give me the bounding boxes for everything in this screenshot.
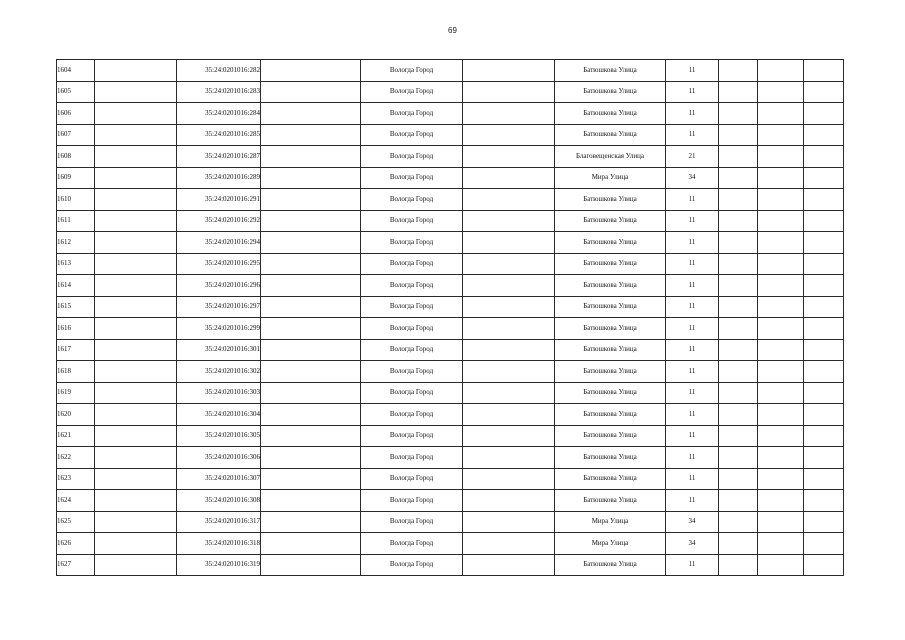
empty-cell (719, 318, 758, 340)
empty-cell (95, 318, 177, 340)
empty-cell (463, 232, 555, 254)
cadastral-number-cell: 35:24:0201016:297 (177, 296, 261, 318)
street-cell: Батюшкова Улица (555, 60, 666, 82)
empty-cell (95, 511, 177, 533)
empty-cell (261, 103, 361, 125)
empty-cell (95, 81, 177, 103)
house-number-cell: 11 (666, 189, 719, 211)
empty-cell (804, 275, 844, 297)
cadastral-number-cell: 35:24:0201016:283 (177, 81, 261, 103)
city-cell: Вологда Город (361, 81, 463, 103)
empty-cell (261, 490, 361, 512)
empty-cell (463, 189, 555, 211)
street-cell: Батюшкова Улица (555, 275, 666, 297)
house-number-cell: 11 (666, 361, 719, 383)
empty-cell (95, 210, 177, 232)
empty-cell (719, 253, 758, 275)
empty-cell (95, 447, 177, 469)
street-cell: Батюшкова Улица (555, 468, 666, 490)
city-cell: Вологда Город (361, 533, 463, 555)
empty-cell (758, 210, 804, 232)
table-row (57, 167, 844, 189)
empty-cell (95, 167, 177, 189)
empty-cell (804, 511, 844, 533)
row-number-cell: 1612 (57, 232, 95, 254)
empty-cell (95, 425, 177, 447)
empty-cell (804, 404, 844, 426)
empty-cell (95, 339, 177, 361)
city-cell: Вологда Город (361, 554, 463, 576)
empty-cell (719, 339, 758, 361)
cadastral-number-cell: 35:24:0201016:301 (177, 339, 261, 361)
empty-cell (719, 124, 758, 146)
table-row (57, 468, 844, 490)
empty-cell (95, 189, 177, 211)
empty-cell (463, 124, 555, 146)
property-registry-table (56, 59, 844, 576)
empty-cell (95, 253, 177, 275)
empty-cell (261, 318, 361, 340)
empty-cell (463, 318, 555, 340)
cadastral-number-cell: 35:24:0201016:318 (177, 533, 261, 555)
empty-cell (463, 447, 555, 469)
empty-cell (95, 146, 177, 168)
empty-cell (261, 554, 361, 576)
empty-cell (95, 382, 177, 404)
page-number: 69 (448, 26, 457, 35)
empty-cell (758, 490, 804, 512)
empty-cell (95, 554, 177, 576)
empty-cell (758, 533, 804, 555)
cadastral-number-cell: 35:24:0201016:296 (177, 275, 261, 297)
empty-cell (804, 189, 844, 211)
empty-cell (261, 60, 361, 82)
street-cell: Батюшкова Улица (555, 339, 666, 361)
empty-cell (804, 124, 844, 146)
row-number-cell: 1611 (57, 210, 95, 232)
row-number-cell: 1617 (57, 339, 95, 361)
empty-cell (95, 296, 177, 318)
table-row (57, 189, 844, 211)
empty-cell (804, 468, 844, 490)
empty-cell (758, 232, 804, 254)
table-row (57, 232, 844, 254)
city-cell: Вологда Город (361, 146, 463, 168)
empty-cell (261, 361, 361, 383)
empty-cell (719, 382, 758, 404)
table-row (57, 318, 844, 340)
city-cell: Вологда Город (361, 232, 463, 254)
empty-cell (719, 533, 758, 555)
cadastral-number-cell: 35:24:0201016:287 (177, 146, 261, 168)
table-row (57, 60, 844, 82)
cadastral-number-cell: 35:24:0201016:317 (177, 511, 261, 533)
cadastral-number-cell: 35:24:0201016:295 (177, 253, 261, 275)
table-row (57, 210, 844, 232)
empty-cell (463, 554, 555, 576)
empty-cell (463, 253, 555, 275)
house-number-cell: 11 (666, 447, 719, 469)
street-cell: Батюшкова Улица (555, 382, 666, 404)
cadastral-number-cell: 35:24:0201016:302 (177, 361, 261, 383)
row-number-cell: 1620 (57, 404, 95, 426)
empty-cell (95, 361, 177, 383)
empty-cell (719, 81, 758, 103)
city-cell: Вологда Город (361, 404, 463, 426)
empty-cell (261, 253, 361, 275)
city-cell: Вологда Город (361, 490, 463, 512)
empty-cell (719, 210, 758, 232)
empty-cell (719, 468, 758, 490)
row-number-cell: 1606 (57, 103, 95, 125)
empty-cell (758, 189, 804, 211)
street-cell: Батюшкова Улица (555, 103, 666, 125)
house-number-cell: 34 (666, 533, 719, 555)
cadastral-number-cell: 35:24:0201016:289 (177, 167, 261, 189)
empty-cell (719, 511, 758, 533)
house-number-cell: 11 (666, 296, 719, 318)
city-cell: Вологда Город (361, 447, 463, 469)
empty-cell (463, 533, 555, 555)
empty-cell (804, 210, 844, 232)
house-number-cell: 11 (666, 81, 719, 103)
street-cell: Батюшкова Улица (555, 296, 666, 318)
empty-cell (804, 296, 844, 318)
house-number-cell: 21 (666, 146, 719, 168)
street-cell: Батюшкова Улица (555, 554, 666, 576)
empty-cell (804, 146, 844, 168)
row-number-cell: 1625 (57, 511, 95, 533)
empty-cell (95, 490, 177, 512)
row-number-cell: 1608 (57, 146, 95, 168)
street-cell: Батюшкова Улица (555, 447, 666, 469)
empty-cell (261, 167, 361, 189)
empty-cell (804, 81, 844, 103)
empty-cell (95, 468, 177, 490)
empty-cell (758, 404, 804, 426)
street-cell: Батюшкова Улица (555, 81, 666, 103)
cadastral-number-cell: 35:24:0201016:306 (177, 447, 261, 469)
street-cell: Батюшкова Улица (555, 210, 666, 232)
empty-cell (758, 167, 804, 189)
empty-cell (719, 404, 758, 426)
row-number-cell: 1613 (57, 253, 95, 275)
empty-cell (261, 275, 361, 297)
empty-cell (804, 103, 844, 125)
empty-cell (758, 60, 804, 82)
cadastral-number-cell: 35:24:0201016:285 (177, 124, 261, 146)
empty-cell (804, 60, 844, 82)
empty-cell (95, 275, 177, 297)
city-cell: Вологда Город (361, 124, 463, 146)
empty-cell (463, 490, 555, 512)
empty-cell (261, 124, 361, 146)
street-cell: Мира Улица (555, 511, 666, 533)
cadastral-number-cell: 35:24:0201016:319 (177, 554, 261, 576)
empty-cell (804, 447, 844, 469)
street-cell: Батюшкова Улица (555, 232, 666, 254)
empty-cell (463, 468, 555, 490)
empty-cell (758, 447, 804, 469)
street-cell: Батюшкова Улица (555, 124, 666, 146)
row-number-cell: 1610 (57, 189, 95, 211)
cadastral-number-cell: 35:24:0201016:284 (177, 103, 261, 125)
table-row (57, 103, 844, 125)
empty-cell (463, 339, 555, 361)
city-cell: Вологда Город (361, 361, 463, 383)
cadastral-number-cell: 35:24:0201016:308 (177, 490, 261, 512)
city-cell: Вологда Город (361, 189, 463, 211)
cadastral-number-cell: 35:24:0201016:304 (177, 404, 261, 426)
row-number-cell: 1621 (57, 425, 95, 447)
empty-cell (261, 146, 361, 168)
empty-cell (758, 296, 804, 318)
empty-cell (463, 275, 555, 297)
empty-cell (719, 425, 758, 447)
city-cell: Вологда Город (361, 103, 463, 125)
empty-cell (463, 511, 555, 533)
cadastral-number-cell: 35:24:0201016:291 (177, 189, 261, 211)
table-row (57, 447, 844, 469)
empty-cell (463, 167, 555, 189)
empty-cell (261, 339, 361, 361)
city-cell: Вологда Город (361, 210, 463, 232)
cadastral-number-cell: 35:24:0201016:299 (177, 318, 261, 340)
empty-cell (758, 103, 804, 125)
empty-cell (261, 447, 361, 469)
empty-cell (463, 296, 555, 318)
empty-cell (804, 490, 844, 512)
empty-cell (804, 339, 844, 361)
cadastral-number-cell: 35:24:0201016:292 (177, 210, 261, 232)
empty-cell (719, 232, 758, 254)
row-number-cell: 1626 (57, 533, 95, 555)
empty-cell (463, 425, 555, 447)
empty-cell (463, 210, 555, 232)
table-row (57, 124, 844, 146)
table-row (57, 554, 844, 576)
empty-cell (719, 447, 758, 469)
cadastral-number-cell: 35:24:0201016:305 (177, 425, 261, 447)
empty-cell (758, 425, 804, 447)
empty-cell (95, 404, 177, 426)
empty-cell (719, 554, 758, 576)
house-number-cell: 11 (666, 339, 719, 361)
street-cell: Батюшкова Улица (555, 253, 666, 275)
empty-cell (804, 554, 844, 576)
empty-cell (463, 361, 555, 383)
city-cell: Вологда Город (361, 511, 463, 533)
empty-cell (758, 253, 804, 275)
empty-cell (719, 189, 758, 211)
house-number-cell: 11 (666, 425, 719, 447)
street-cell: Батюшкова Улица (555, 189, 666, 211)
house-number-cell: 11 (666, 490, 719, 512)
city-cell: Вологда Город (361, 425, 463, 447)
city-cell: Вологда Город (361, 60, 463, 82)
row-number-cell: 1618 (57, 361, 95, 383)
city-cell: Вологда Город (361, 296, 463, 318)
house-number-cell: 11 (666, 210, 719, 232)
street-cell: Благовещенская Улица (555, 146, 666, 168)
empty-cell (758, 468, 804, 490)
empty-cell (261, 210, 361, 232)
row-number-cell: 1609 (57, 167, 95, 189)
street-cell: Батюшкова Улица (555, 318, 666, 340)
empty-cell (261, 533, 361, 555)
table-row (57, 361, 844, 383)
empty-cell (758, 382, 804, 404)
empty-cell (261, 511, 361, 533)
empty-cell (758, 124, 804, 146)
row-number-cell: 1614 (57, 275, 95, 297)
empty-cell (719, 60, 758, 82)
empty-cell (463, 382, 555, 404)
empty-cell (719, 490, 758, 512)
city-cell: Вологда Город (361, 275, 463, 297)
empty-cell (261, 189, 361, 211)
cadastral-number-cell: 35:24:0201016:307 (177, 468, 261, 490)
city-cell: Вологда Город (361, 468, 463, 490)
empty-cell (463, 146, 555, 168)
row-number-cell: 1624 (57, 490, 95, 512)
street-cell: Батюшкова Улица (555, 425, 666, 447)
empty-cell (95, 533, 177, 555)
street-cell: Батюшкова Улица (555, 490, 666, 512)
row-number-cell: 1627 (57, 554, 95, 576)
empty-cell (95, 103, 177, 125)
empty-cell (758, 275, 804, 297)
cadastral-number-cell: 35:24:0201016:294 (177, 232, 261, 254)
empty-cell (261, 468, 361, 490)
table-row (57, 339, 844, 361)
street-cell: Батюшкова Улица (555, 361, 666, 383)
table-row (57, 404, 844, 426)
table-row (57, 81, 844, 103)
empty-cell (463, 81, 555, 103)
row-number-cell: 1604 (57, 60, 95, 82)
empty-cell (758, 146, 804, 168)
empty-cell (719, 103, 758, 125)
empty-cell (804, 425, 844, 447)
empty-cell (463, 404, 555, 426)
empty-cell (804, 253, 844, 275)
empty-cell (261, 81, 361, 103)
row-number-cell: 1619 (57, 382, 95, 404)
empty-cell (95, 60, 177, 82)
house-number-cell: 11 (666, 253, 719, 275)
city-cell: Вологда Город (361, 339, 463, 361)
empty-cell (261, 232, 361, 254)
empty-cell (719, 167, 758, 189)
empty-cell (719, 361, 758, 383)
house-number-cell: 11 (666, 232, 719, 254)
house-number-cell: 11 (666, 275, 719, 297)
city-cell: Вологда Город (361, 253, 463, 275)
table-row (57, 253, 844, 275)
table-row (57, 425, 844, 447)
empty-cell (261, 296, 361, 318)
empty-cell (95, 124, 177, 146)
house-number-cell: 34 (666, 167, 719, 189)
street-cell: Мира Улица (555, 533, 666, 555)
row-number-cell: 1622 (57, 447, 95, 469)
registry-table-body (57, 60, 844, 576)
row-number-cell: 1607 (57, 124, 95, 146)
empty-cell (804, 318, 844, 340)
house-number-cell: 34 (666, 511, 719, 533)
empty-cell (804, 533, 844, 555)
empty-cell (804, 361, 844, 383)
table-row (57, 382, 844, 404)
table-row (57, 275, 844, 297)
row-number-cell: 1605 (57, 81, 95, 103)
street-cell: Мира Улица (555, 167, 666, 189)
empty-cell (758, 554, 804, 576)
house-number-cell: 11 (666, 468, 719, 490)
empty-cell (261, 382, 361, 404)
empty-cell (804, 232, 844, 254)
street-cell: Батюшкова Улица (555, 404, 666, 426)
city-cell: Вологда Город (361, 382, 463, 404)
empty-cell (804, 167, 844, 189)
house-number-cell: 11 (666, 382, 719, 404)
empty-cell (758, 318, 804, 340)
empty-cell (719, 275, 758, 297)
table-row (57, 490, 844, 512)
empty-cell (95, 232, 177, 254)
city-cell: Вологда Город (361, 318, 463, 340)
table-row (57, 511, 844, 533)
house-number-cell: 11 (666, 60, 719, 82)
table-row (57, 533, 844, 555)
cadastral-number-cell: 35:24:0201016:282 (177, 60, 261, 82)
empty-cell (261, 425, 361, 447)
row-number-cell: 1615 (57, 296, 95, 318)
cadastral-number-cell: 35:24:0201016:303 (177, 382, 261, 404)
empty-cell (758, 339, 804, 361)
house-number-cell: 11 (666, 554, 719, 576)
empty-cell (261, 404, 361, 426)
row-number-cell: 1623 (57, 468, 95, 490)
table-row (57, 146, 844, 168)
empty-cell (463, 60, 555, 82)
house-number-cell: 11 (666, 318, 719, 340)
row-number-cell: 1616 (57, 318, 95, 340)
empty-cell (758, 511, 804, 533)
empty-cell (804, 382, 844, 404)
house-number-cell: 11 (666, 404, 719, 426)
empty-cell (719, 296, 758, 318)
empty-cell (719, 146, 758, 168)
table-row (57, 296, 844, 318)
house-number-cell: 11 (666, 103, 719, 125)
city-cell: Вологда Город (361, 167, 463, 189)
empty-cell (463, 103, 555, 125)
empty-cell (758, 81, 804, 103)
house-number-cell: 11 (666, 124, 719, 146)
empty-cell (758, 361, 804, 383)
